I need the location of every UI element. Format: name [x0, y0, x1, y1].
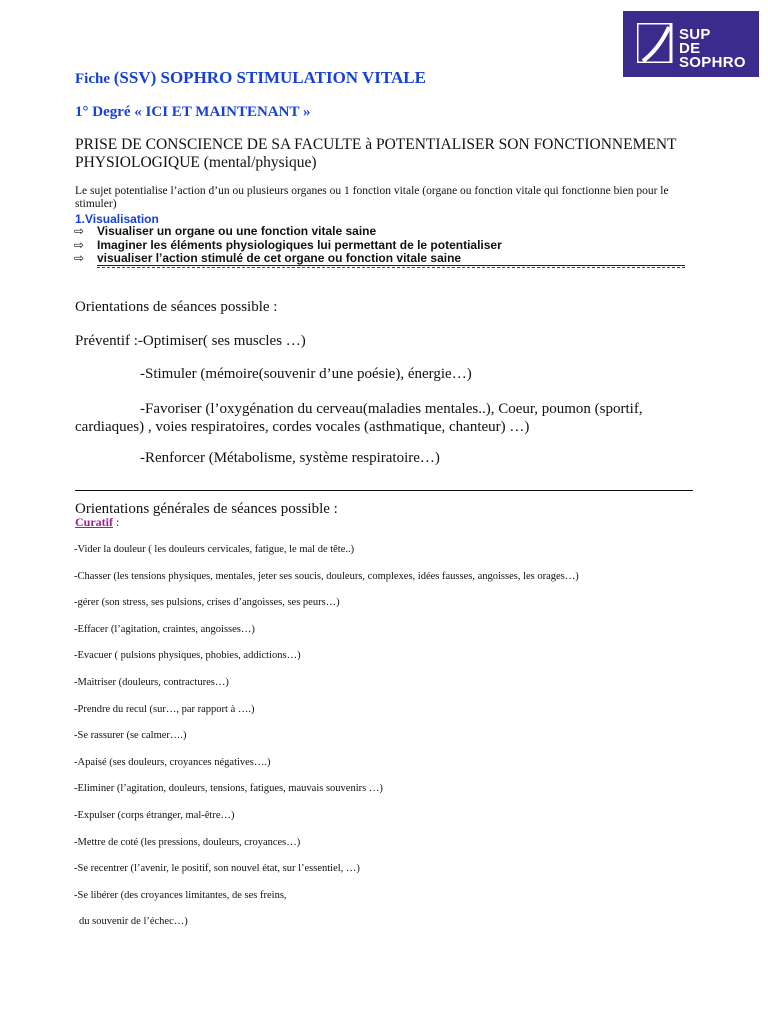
list-item: -Maitriser (douleurs, contractures…) [74, 676, 229, 688]
stimuler-line: -Stimuler (mémoire(souvenir d’une poésie), énergie…) [140, 366, 472, 382]
list-item: -gérer (son stress, ses pulsions, crises d’angoisses, ses peurs…) [74, 597, 340, 609]
logo-line-3: SOPHRO [679, 54, 746, 71]
list-item [74, 239, 502, 253]
list-item: -Prendre du recul (sur…, par rapport à ….) [74, 703, 255, 715]
title-prefix: Fiche [75, 71, 114, 87]
arrow-right-icon: ⇨ [74, 224, 85, 238]
list-item: -Se rassurer (se calmer….) [74, 730, 187, 742]
list-item: -Se recentrer (l’avenir, le positif, son nouvel état, sur l’essentiel, …) [74, 863, 360, 875]
title-main: (SSV) SOPHRO STIMULATION VITALE [113, 68, 426, 87]
list-item: -Effacer (l’agitation, craintes, angoisses…) [74, 623, 255, 635]
list-item [74, 225, 502, 239]
prise-de-conscience: PRISE DE CONSCIENCE DE SA FACULTE à POTENTIALISER SON FONCTIONNEMENT PHYSIOLOGIQUE (mental/physique) [75, 136, 677, 171]
logo-line-2: DE [679, 40, 701, 57]
visualisation-item: Visualiser un organe ou une fonction vitale saine [97, 224, 377, 238]
visualisation-heading: 1.Visualisation [75, 212, 159, 226]
visualisation-item: visualiser l’action stimulé de cet organe ou fonction vitale saine [97, 251, 462, 265]
list-item: -Mettre de coté (les pressions, douleurs, croyances…) [74, 836, 301, 848]
sujet-description: Le sujet potentialise l’action d’un ou plusieurs organes ou 1 fonction vitale (organe ou fonction vitale qui fonctionne bien pour le stimuler) [75, 185, 669, 210]
degree-heading: 1° Degré « ICI ET MAINTENANT » [75, 104, 311, 120]
list-item [74, 252, 502, 266]
arrow-right-icon: ⇨ [74, 251, 85, 265]
renforcer-line: -Renforcer (Métabolisme, système respiratoire…) [140, 450, 440, 466]
logo-mark-icon [637, 23, 673, 63]
preventif-line: Préventif :-Optimiser( ses muscles …) [75, 333, 306, 349]
curatif-link[interactable]: Curatif [75, 515, 113, 529]
curatif-label [75, 515, 119, 530]
list-item: du souvenir de l’échec…) [79, 916, 188, 928]
list-item: -Apaisé (ses douleurs, croyances négatives….) [74, 756, 271, 768]
sup-de-sophro-logo [623, 11, 759, 77]
document-title [75, 68, 426, 88]
curatif-suffix: : [113, 515, 120, 529]
logo-text [679, 28, 746, 70]
arrow-right-icon: ⇨ [74, 237, 85, 252]
list-item: -Evacuer ( pulsions physiques, phobies, addictions…) [74, 650, 301, 662]
separator-line [97, 265, 685, 266]
favoriser-line: -Favoriser (l’oxygénation du cerveau(maladies mentales..), Coeur, poumon (sportif, cardiaques) , voies respiratoires, cordes vocales (asthmatique, chanteur) …) [75, 401, 643, 435]
separator-line [97, 267, 685, 268]
logo-line-1: SUP [679, 26, 711, 43]
visualisation-list [74, 225, 502, 266]
curatif-list [74, 544, 579, 943]
list-item: -Eliminer (l’agitation, douleurs, tensions, fatigues, mauvais souvenirs …) [74, 783, 383, 795]
orientations-heading: Orientations de séances possible : [75, 299, 278, 315]
orientations-generales-heading: Orientations générales de séances possible : [75, 501, 338, 517]
visualisation-item: Imaginer les éléments physiologiques lui permettant de le potentialiser [97, 237, 502, 252]
list-item: -Se libérer (des croyances limitantes, de ses freins, [74, 889, 287, 901]
horizontal-rule [75, 490, 693, 491]
list-item: -Vider la douleur ( les douleurs cervicales, fatigue, le mal de tête..) [74, 544, 355, 555]
list-item: -Chasser (les tensions physiques, mentales, jeter ses soucis, douleurs, complexes, idées fausses, angoisses, les orages…) [74, 570, 579, 582]
list-item: -Expulser (corps étranger, mal-être…) [74, 809, 235, 821]
